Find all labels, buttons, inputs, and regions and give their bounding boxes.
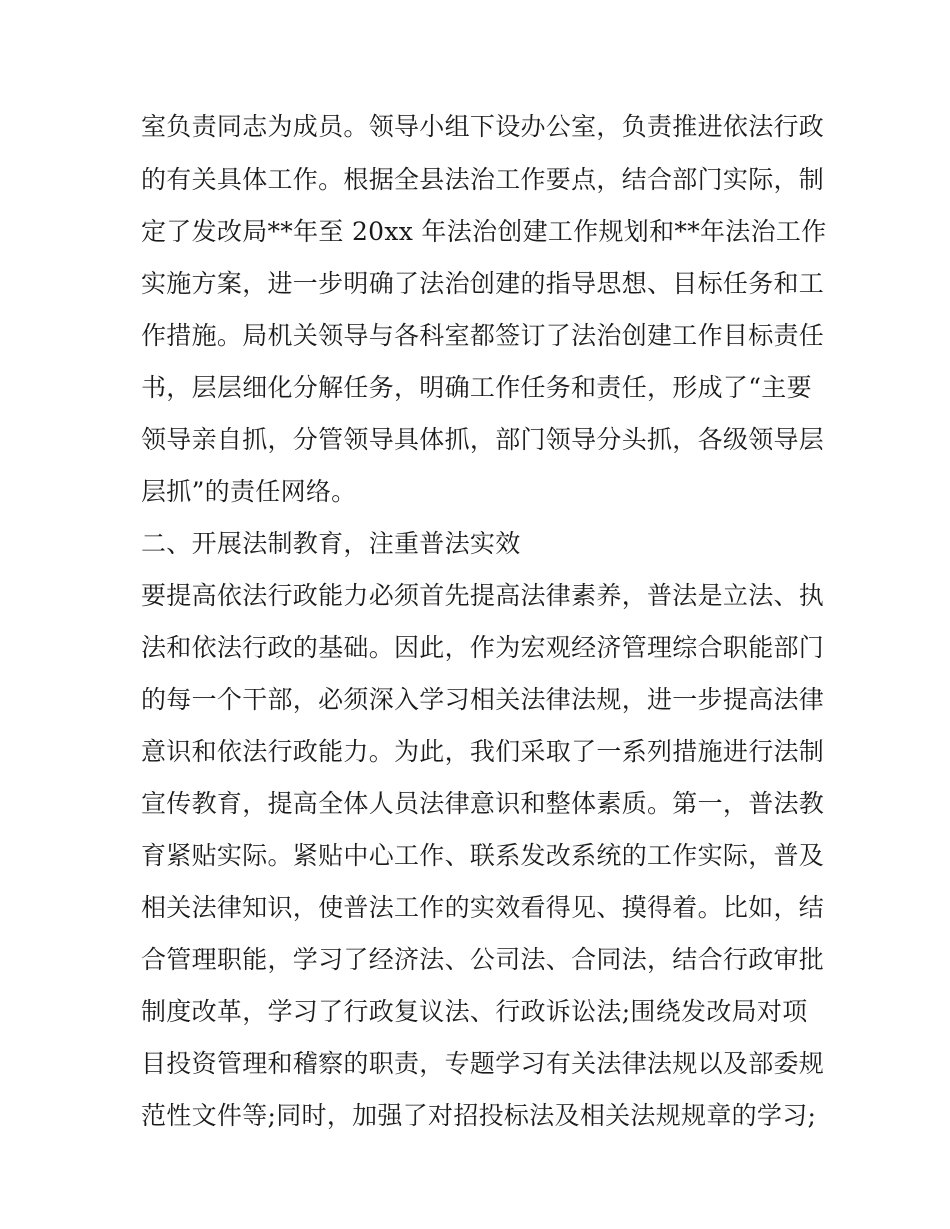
- section-heading: 二、开展法制教育，注重普法实效: [141, 529, 521, 558]
- paragraph-line: 要提高依法行政能力必须首先提高法律素养，普法是立法、执: [141, 581, 825, 610]
- paragraph-line: 室负责同志为成员。领导小组下设办公室，负责推进依法行政: [141, 112, 825, 141]
- paragraph-line: 范性文件等;同时，加强了对招投标法及相关法规规章的学习;: [141, 1101, 817, 1130]
- paragraph-line: 领导亲自抓，分管领导具体抓，部门领导分头抓，各级领导层: [141, 425, 825, 454]
- paragraph-line: 意识和依法行政能力。为此，我们采取了一系列措施进行法制: [141, 737, 825, 766]
- paragraph-line: 合管理职能，学习了经济法、公司法、合同法，结合行政审批: [141, 945, 825, 974]
- paragraph-line: 法和依法行政的基础。因此，作为宏观经济管理综合职能部门: [141, 633, 825, 662]
- paragraph-line: 的有关具体工作。根据全县法治工作要点，结合部门实际，制: [141, 165, 825, 194]
- paragraph-line: 制度改革，学习了行政复议法、行政诉讼法;围绕发改局对项: [141, 997, 808, 1026]
- paragraph-line: 育紧贴实际。紧贴中心工作、联系发改系统的工作实际，普及: [141, 841, 825, 870]
- paragraph-line: 书，层层细化分解任务，明确工作任务和责任，形成了“主要: [141, 373, 812, 402]
- paragraph-line: 相关法律知识，使普法工作的实效看得见、摸得着。比如，结: [141, 893, 825, 922]
- paragraph-line: 宣传教育，提高全体人员法律意识和整体素质。第一，普法教: [141, 789, 825, 818]
- paragraph-line: 的每一个干部，必须深入学习相关法律法规，进一步提高法律: [141, 685, 825, 714]
- paragraph-line: 目投资管理和稽察的职责，专题学习有关法律法规以及部委规: [141, 1049, 825, 1078]
- paragraph-line: 作措施。局机关领导与各科室都签订了法治创建工作目标责任: [141, 321, 825, 350]
- paragraph-line: 实施方案，进一步明确了法治创建的指导思想、目标任务和工: [141, 269, 825, 298]
- paragraph-line: 定了发改局**年至 20xx 年法治创建工作规划和**年法治工作: [141, 217, 827, 246]
- paragraph-line: 层抓”的责任网络。: [141, 477, 357, 506]
